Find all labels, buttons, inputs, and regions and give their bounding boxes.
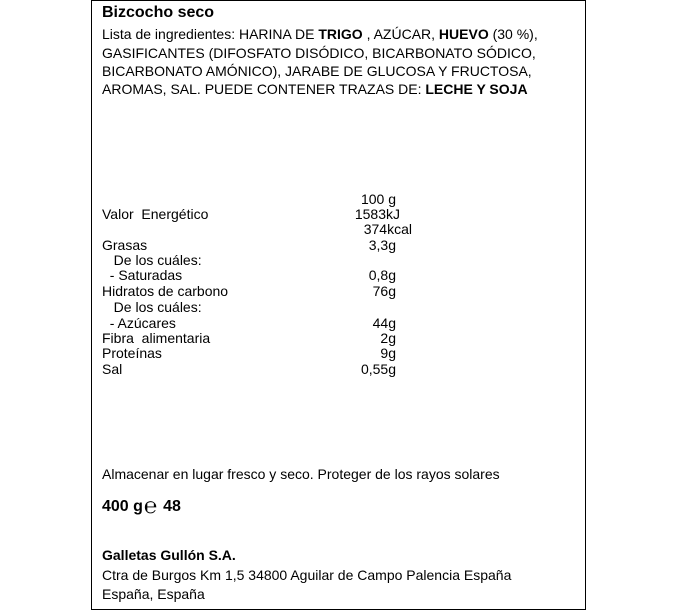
nutrition-value: 374kcal (363, 221, 412, 237)
unit-count: 48 (163, 498, 181, 515)
ingredients-text: (30 %), (488, 26, 538, 42)
nutrition-value: 2g (380, 330, 396, 346)
company-country: España, España (102, 586, 205, 602)
nutrition-value: 76g (372, 283, 396, 299)
allergen-text: TRIGO (318, 26, 363, 42)
ingredients-text: BICARBONATO AMÓNICO), JARABE DE GLUCOSA Y FRUCTOSA, (102, 63, 532, 79)
nutrition-label: - Azúcares (102, 315, 176, 331)
nutrition-value: 3,3g (368, 237, 396, 253)
nutrition-label: De los cuáles: (102, 252, 202, 268)
ingredients-text: Lista de ingredientes: HARINA DE (102, 26, 319, 42)
ingredients-text: AROMAS, SAL. PUEDE CONTENER TRAZAS DE: (102, 81, 426, 97)
nutrition-label: Sal (102, 361, 123, 377)
nutrition-label: De los cuáles: (102, 299, 202, 315)
nutrition-value: 0,8g (368, 267, 396, 283)
nutrition-header: 100 g (360, 191, 396, 207)
company-name: Galletas Gullón S.A. (102, 547, 236, 563)
net-weight-amount: 400 g (102, 498, 143, 515)
nutrition-label: Hidratos de carbono (102, 283, 229, 299)
nutrition-value: 1583kJ (354, 206, 400, 222)
product-title: Bizcocho seco (102, 4, 215, 21)
company-address: Ctra de Burgos Km 1,5 34800 Aguilar de Campo Palencia España (102, 567, 512, 583)
allergen-text: LECHE Y SOJA (425, 81, 528, 97)
nutrition-label: - Saturadas (102, 267, 183, 283)
allergen-text: HUEVO (438, 26, 489, 42)
nutrition-label: Grasas (102, 237, 148, 253)
ingredients-line (102, 80, 528, 99)
storage-instructions: Almacenar en lugar fresco y seco. Proteger de los rayos solares (102, 466, 500, 482)
ingredients-text: GASIFICANTES (DIFOSFATO DISÓDICO, BICARBONATO SÓDICO, (102, 45, 536, 61)
nutrition-label: Proteínas (102, 345, 162, 361)
nutrition-label: Valor Energético (102, 206, 209, 222)
nutrition-label: Fibra alimentaria (102, 330, 211, 346)
net-weight (102, 493, 181, 518)
estimated-sign-icon: ℮ (143, 493, 158, 518)
ingredients-line (102, 44, 536, 63)
ingredients-line (102, 25, 538, 44)
ingredients-text: , AZÚCAR, (362, 26, 439, 42)
nutrition-value: 44g (372, 315, 396, 331)
ingredients-line (102, 62, 532, 81)
nutrition-value: 0,55g (360, 361, 396, 377)
nutrition-value: 9g (380, 345, 396, 361)
